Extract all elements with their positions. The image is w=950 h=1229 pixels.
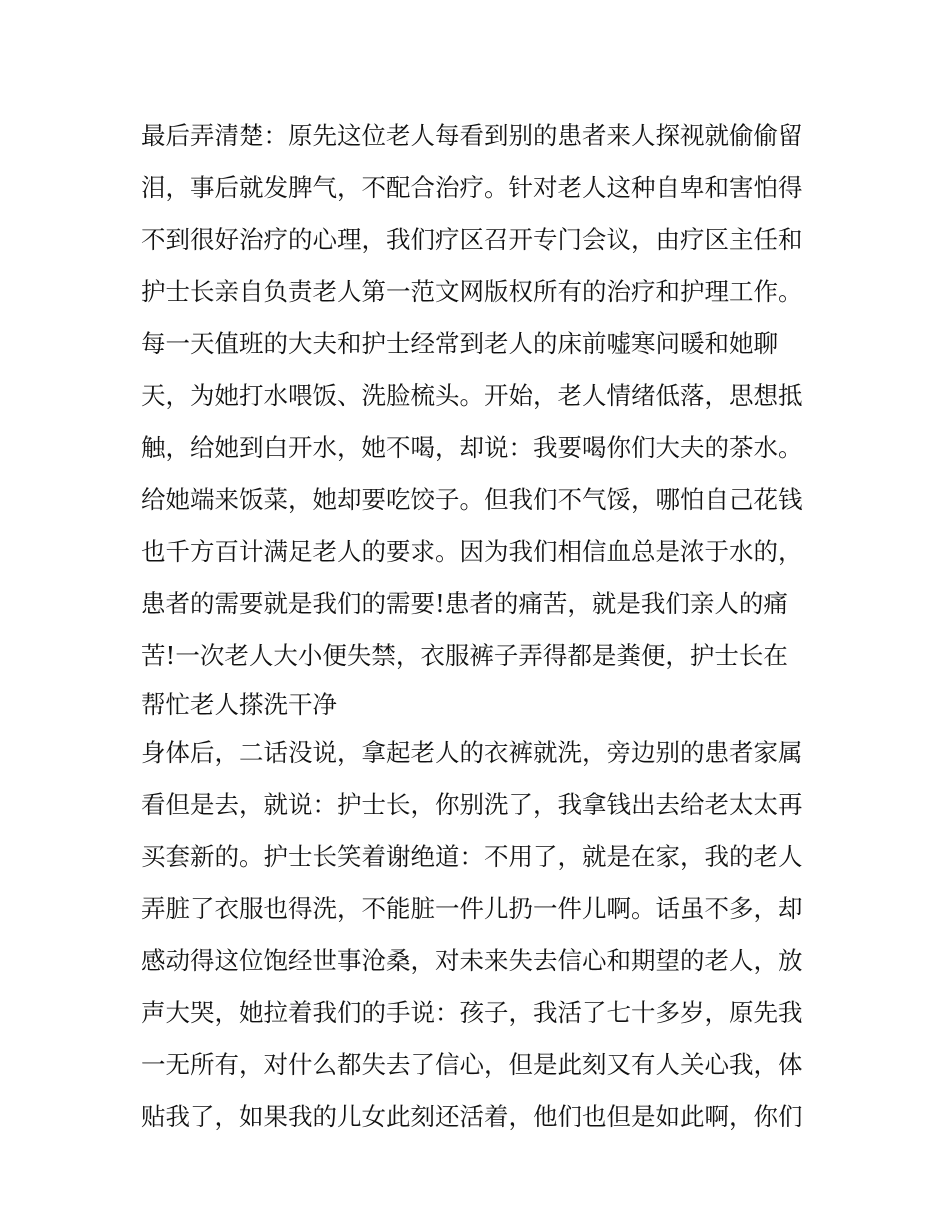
text-line: 一无所有，对什么都失去了信心，但是此刻又有人关心我，体 [141, 1050, 803, 1079]
text-line: 患者的需要就是我们的需要!患者的痛苦，就是我们亲人的痛 [141, 589, 788, 618]
body-text [141, 110, 821, 1143]
text-line: 最后弄清楚：原先这位老人每看到别的患者来人探视就偷偷留 [141, 121, 803, 150]
text-line: 看但是去，就说：护士长，你别洗了，我拿钱出去给老太太再 [141, 790, 803, 819]
text-line: 贴我了，如果我的儿女此刻还活着，他们也但是如此啊，你们 [141, 1102, 803, 1131]
text-line: 护士长亲自负责老人第一范文网版权所有的治疗和护理工作。 [141, 277, 803, 306]
text-line: 触，给她到白开水，她不喝，却说：我要喝你们大夫的茶水。 [141, 433, 803, 462]
text-line: 买套新的。护士长笑着谢绝道：不用了，就是在家，我的老人 [141, 842, 803, 871]
text-line: 不到很好治疗的心理，我们疗区召开专门会议，由疗区主任和 [141, 225, 803, 254]
text-line: 给她端来饭菜，她却要吃饺子。但我们不气馁，哪怕自己花钱 [141, 485, 803, 514]
text-line: 也千方百计满足老人的要求。因为我们相信血总是浓于水的， [141, 537, 803, 566]
text-line: 感动得这位饱经世事沧桑，对未来失去信心和期望的老人，放 [141, 946, 803, 975]
text-line: 弄脏了衣服也得洗，不能脏一件儿扔一件儿啊。话虽不多，却 [141, 894, 803, 923]
text-line: 苦!一次老人大小便失禁，衣服裤子弄得都是粪便，护士长在 [141, 641, 788, 670]
text-line: 声大哭，她拉着我们的手说：孩子，我活了七十多岁，原先我 [141, 998, 803, 1027]
text-line: 每一天值班的大夫和护士经常到老人的床前嘘寒问暖和她聊 [141, 329, 778, 358]
text-line: 帮忙老人搽洗干净 [141, 690, 337, 719]
text-line: 身体后，二话没说，拿起老人的衣裤就洗，旁边别的患者家属 [141, 738, 803, 767]
text-line: 泪，事后就发脾气，不配合治疗。针对老人这种自卑和害怕得 [141, 173, 803, 202]
text-line: 天，为她打水喂饭、洗脸梳头。开始，老人情绪低落，思想抵 [141, 381, 803, 410]
